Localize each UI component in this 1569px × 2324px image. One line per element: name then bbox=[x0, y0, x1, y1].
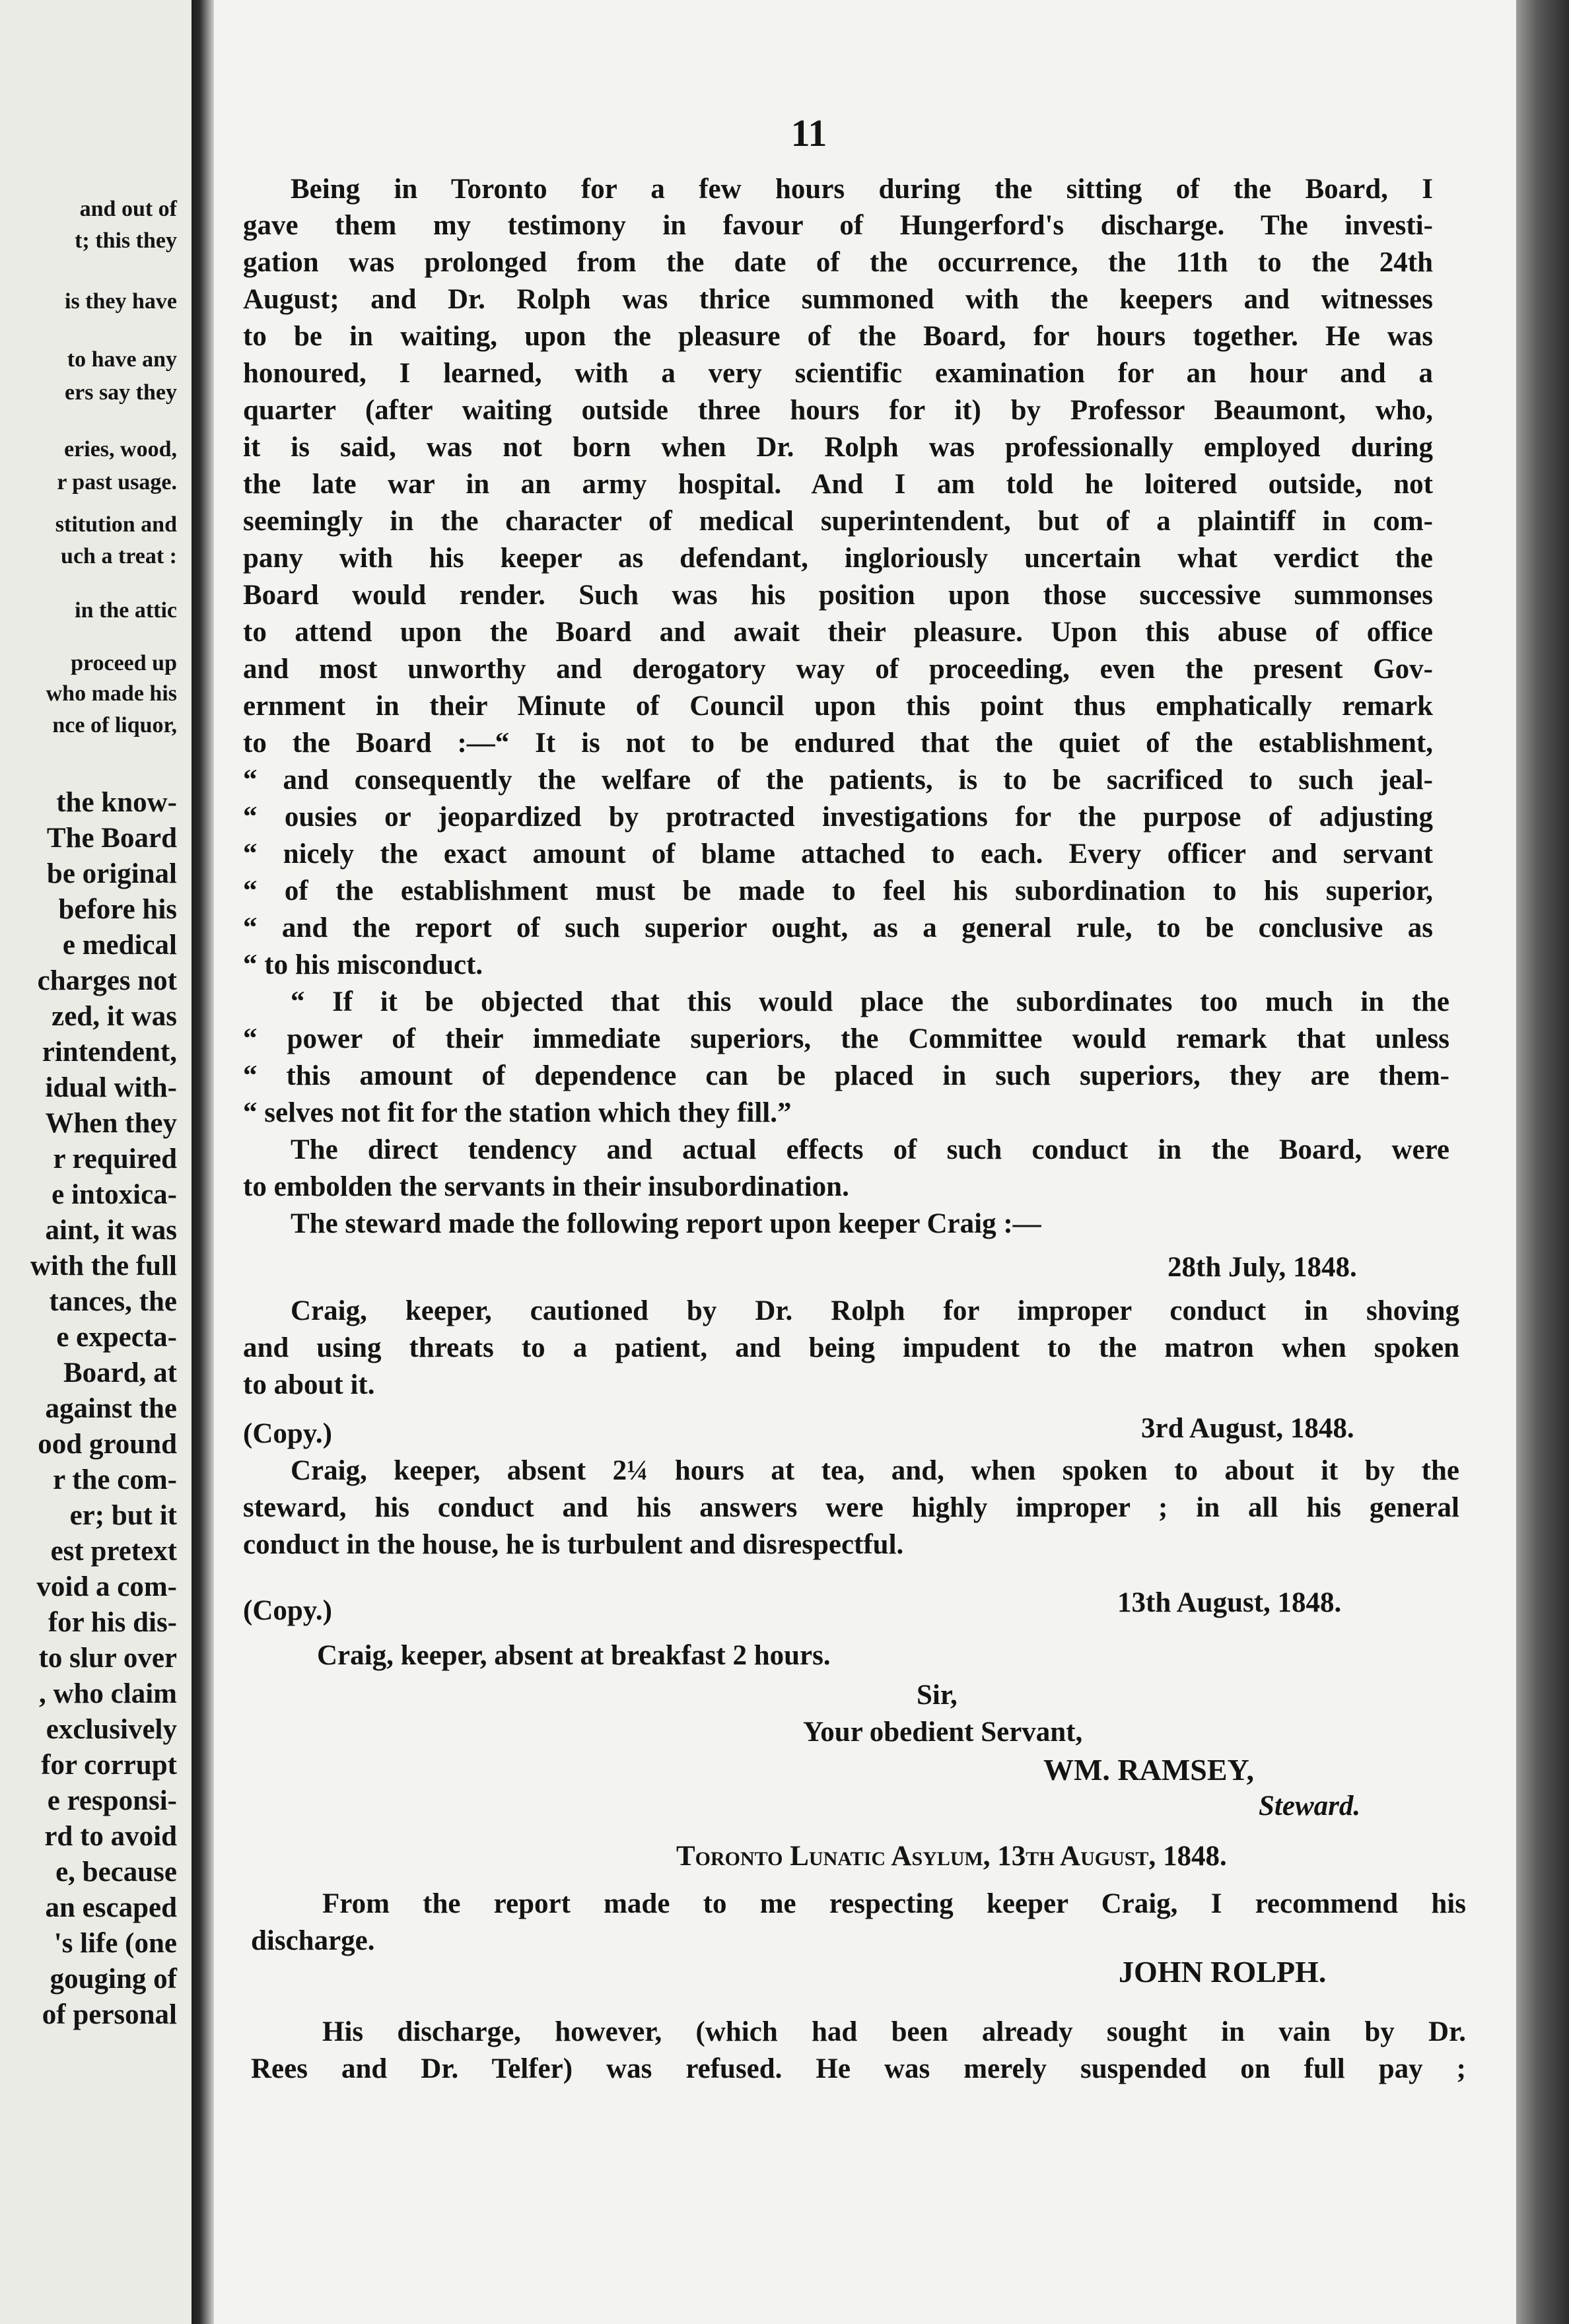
final-line: Rees and Dr. Telfer) was refused. He was merely suspended on full pay ; bbox=[251, 2053, 1466, 2084]
left-fragment-line: against the bbox=[45, 1393, 177, 1424]
left-fragment-line: before his bbox=[58, 894, 177, 925]
body-line: “ ousies or jeopardized by protracted investigations for the purpose of adjusting bbox=[243, 802, 1433, 833]
place-date: Toronto Lunatic Asylum, 13th August, 1848. bbox=[676, 1841, 1227, 1872]
recommend-line: discharge. bbox=[251, 1925, 375, 1956]
left-fragment-line: the know- bbox=[56, 787, 177, 818]
left-fragment-line: zed, it was bbox=[52, 1001, 177, 1032]
copy-label: (Copy.) bbox=[243, 1418, 332, 1449]
body-line: honoured, I learned, with a very scientific examination for an hour and a bbox=[243, 358, 1433, 389]
recommend-line: From the report made to me respecting keeper Craig, I recommend his bbox=[322, 1888, 1466, 1919]
quote-line: “ power of their immediate superiors, the Committee would remark that unless bbox=[243, 1023, 1449, 1054]
left-fragment-line: an escaped bbox=[45, 1892, 177, 1923]
left-fragment-line: e responsi- bbox=[47, 1785, 177, 1816]
left-fragment-line: to have any bbox=[67, 347, 177, 372]
left-fragment-line: idual with- bbox=[45, 1072, 177, 1103]
left-fragment-line: exclusively bbox=[46, 1714, 177, 1745]
body-line: “ nicely the exact amount of blame attached to each. Every officer and servant bbox=[243, 838, 1433, 870]
left-fragment-line: rd to avoid bbox=[44, 1821, 177, 1852]
tendency-line: The direct tendency and actual effects of such conduct in the Board, were bbox=[291, 1134, 1449, 1165]
left-fragment-line: who made his bbox=[46, 681, 177, 706]
left-fragment-line: e, because bbox=[55, 1857, 177, 1888]
report-date: 13th August, 1848. bbox=[1117, 1587, 1342, 1618]
left-fragment-line: e intoxica- bbox=[52, 1179, 177, 1210]
body-line: “ and consequently the welfare of the patients, is to be sacrificed to such jeal- bbox=[243, 765, 1433, 796]
body-line: quarter (after waiting outside three hours for it) by Professor Beaumont, who, bbox=[243, 395, 1433, 426]
report-line: Craig, keeper, absent 2¼ hours at tea, and, when spoken to about it by the bbox=[291, 1455, 1459, 1486]
left-fragment-line: r required bbox=[53, 1144, 177, 1175]
body-line: “ and the report of such superior ought, as a general rule, to be conclusive as bbox=[243, 912, 1433, 943]
left-page-fragment bbox=[0, 0, 192, 2324]
page-number: 11 bbox=[790, 112, 827, 154]
left-fragment-line: r the com- bbox=[53, 1464, 177, 1495]
body-line: it is said, was not born when Dr. Rolph was professionally employed during bbox=[243, 432, 1433, 463]
left-fragment-line: of personal bbox=[42, 1999, 177, 2030]
left-fragment-line: er; but it bbox=[69, 1500, 177, 1531]
signature-name: WM. RAMSEY, bbox=[1043, 1753, 1255, 1787]
left-fragment-line: eries, wood, bbox=[64, 437, 177, 461]
left-fragment-line: and out of bbox=[79, 197, 177, 221]
book-gutter bbox=[192, 0, 214, 2324]
left-fragment-line: is they have bbox=[65, 289, 177, 314]
left-fragment-line: charges not bbox=[37, 965, 177, 996]
signature-title: Steward. bbox=[1259, 1791, 1361, 1822]
body-line: to the Board :—“ It is not to be endured that the quiet of the establishment, bbox=[243, 728, 1433, 759]
left-fragment-line: tances, the bbox=[49, 1286, 177, 1317]
left-fragment-line: ers say they bbox=[65, 380, 177, 405]
left-fragment-line: in the attic bbox=[75, 598, 177, 623]
body-line: “ of the establishment must be made to feel his subordination to his superior, bbox=[243, 875, 1433, 906]
body-line: ernment in their Minute of Council upon this point thus emphatically remark bbox=[243, 691, 1433, 722]
left-fragment-line: gouging of bbox=[50, 1964, 177, 1995]
left-fragment-line: ood ground bbox=[38, 1429, 177, 1460]
report-line: conduct in the house, he is turbulent and disrespectful. bbox=[243, 1529, 904, 1560]
body-line: to be in waiting, upon the pleasure of the Board, for hours together. He was bbox=[243, 321, 1433, 352]
left-fragment-line: void a com- bbox=[36, 1571, 177, 1602]
left-fragment-line: stitution and bbox=[55, 512, 177, 537]
left-fragment-line: for his dis- bbox=[48, 1607, 177, 1638]
left-fragment-line: t; this they bbox=[75, 228, 177, 253]
left-fragment-line: uch a treat : bbox=[61, 544, 177, 568]
body-line: gave them my testimony in favour of Hungerford's discharge. The investi- bbox=[243, 210, 1433, 241]
report-date: 3rd August, 1848. bbox=[1141, 1413, 1354, 1444]
report-date: 28th July, 1848. bbox=[1168, 1252, 1357, 1283]
body-line: and most unworthy and derogatory way of proceeding, even the present Gov- bbox=[243, 654, 1433, 685]
copy-label: (Copy.) bbox=[243, 1595, 332, 1626]
body-line: to attend upon the Board and await their pleasure. Upon this abuse of office bbox=[243, 617, 1433, 648]
page-edge-shadow bbox=[1516, 0, 1569, 2324]
body-line: seemingly in the character of medical superintendent, but of a plaintiff in com- bbox=[243, 506, 1433, 537]
final-line: His discharge, however, (which had been already sought in vain by Dr. bbox=[322, 2016, 1466, 2047]
left-fragment-line: e medical bbox=[62, 930, 177, 961]
report-line: to about it. bbox=[243, 1369, 375, 1400]
body-line: “ to his misconduct. bbox=[243, 949, 483, 980]
left-fragment-line: Board, at bbox=[63, 1357, 177, 1388]
left-fragment-line: to slur over bbox=[38, 1643, 177, 1674]
left-fragment-line: aint, it was bbox=[45, 1215, 177, 1246]
quote-line: “ this amount of dependence can be placed in such superiors, they are them- bbox=[243, 1060, 1449, 1091]
quote-line: “ selves not fit for the station which they fill.” bbox=[243, 1097, 792, 1128]
left-fragment-line: nce of liquor, bbox=[52, 713, 177, 737]
left-fragment-line: with the full bbox=[30, 1250, 177, 1282]
body-line: Board would render. Such was his position upon those successive summonses bbox=[243, 580, 1433, 611]
left-fragment-line: proceed up bbox=[71, 651, 177, 675]
steward-intro: The steward made the following report upon keeper Craig :— bbox=[291, 1208, 1041, 1239]
salutation: Sir, bbox=[917, 1680, 958, 1711]
tendency-line: to embolden the servants in their insubordination. bbox=[243, 1171, 849, 1202]
left-fragment-line: be original bbox=[46, 858, 177, 889]
left-fragment-line: rintendent, bbox=[42, 1037, 177, 1068]
left-fragment-line: When they bbox=[45, 1108, 177, 1139]
left-fragment-line: 's life (one bbox=[53, 1928, 177, 1959]
body-line: pany with his keeper as defendant, ingloriously uncertain what verdict the bbox=[243, 543, 1433, 574]
left-fragment-line: r past usage. bbox=[57, 470, 177, 495]
left-fragment-line: , who claim bbox=[38, 1678, 177, 1709]
closing: Your obedient Servant, bbox=[803, 1717, 1083, 1748]
left-fragment-line: for corrupt bbox=[41, 1750, 177, 1781]
body-line: the late war in an army hospital. And I am told he loitered outside, not bbox=[243, 469, 1433, 500]
quote-line: “ If it be objected that this would place the subordinates too much in the bbox=[291, 986, 1449, 1017]
report-line: steward, his conduct and his answers were highly improper ; in all his general bbox=[243, 1492, 1459, 1523]
signature-name: JOHN ROLPH. bbox=[1119, 1955, 1327, 1989]
body-line: August; and Dr. Rolph was thrice summoned with the keepers and witnesses bbox=[243, 284, 1433, 315]
body-line: gation was prolonged from the date of the occurrence, the 11th to the 24th bbox=[243, 247, 1433, 278]
left-fragment-line: est pretext bbox=[50, 1536, 177, 1567]
left-fragment-line: e expecta- bbox=[56, 1322, 177, 1353]
report-line: Craig, keeper, cautioned by Dr. Rolph for improper conduct in shoving bbox=[291, 1295, 1459, 1326]
report-line: Craig, keeper, absent at breakfast 2 hours. bbox=[317, 1640, 831, 1671]
report-line: and using threats to a patient, and being impudent to the matron when spoken bbox=[243, 1332, 1459, 1363]
left-fragment-line: The Board bbox=[46, 823, 177, 854]
body-line: Being in Toronto for a few hours during the sitting of the Board, I bbox=[291, 174, 1433, 205]
